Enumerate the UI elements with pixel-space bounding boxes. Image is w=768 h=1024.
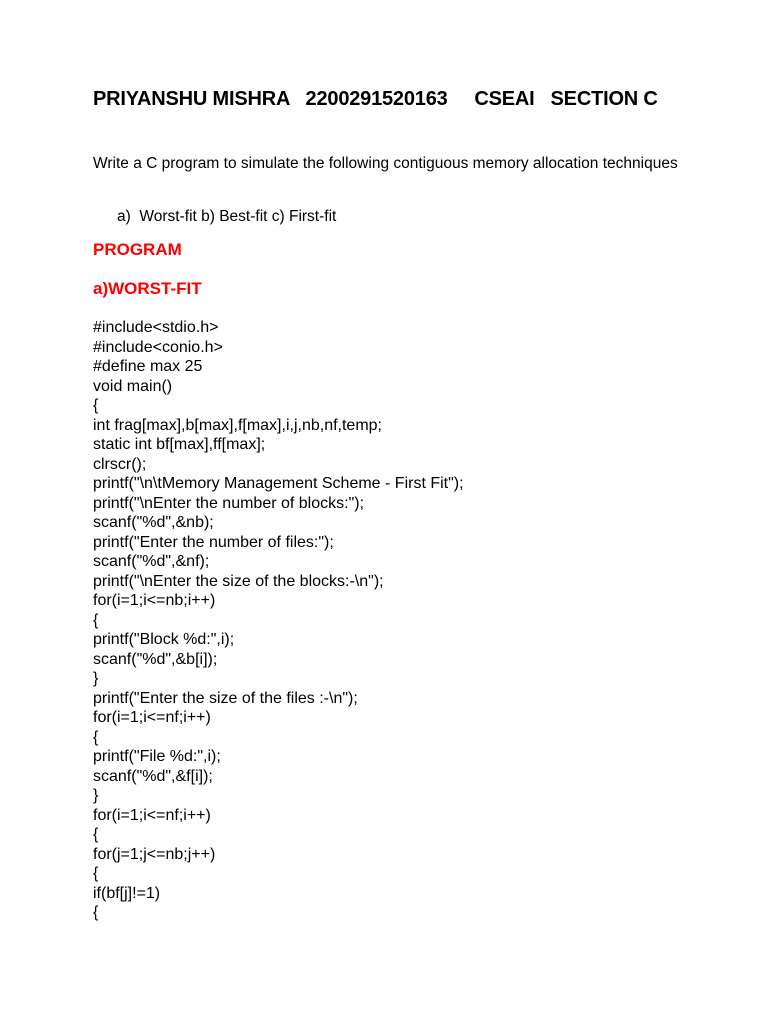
code-line: scanf("%d",&b[i]); <box>93 650 218 668</box>
roll-number: 2200291520163 <box>305 88 448 110</box>
code-line: printf("Block %d:",i); <box>93 631 235 648</box>
code-line: } <box>93 670 99 687</box>
code-line: { <box>93 611 99 629</box>
code-block <box>93 318 464 923</box>
code-line: scanf("%d",&nb); <box>93 514 214 531</box>
branch: CSEAI <box>474 88 535 110</box>
code-line: printf("File %d:",i); <box>93 748 221 765</box>
code-line: #define max 25 <box>93 358 203 375</box>
code-line: scanf("%d",&nf); <box>93 553 210 570</box>
code-line: clrscr(); <box>93 455 147 473</box>
program-heading: PROGRAM <box>93 240 182 259</box>
list-marker: a) <box>117 208 131 225</box>
code-line: if(bf[j]!=1) <box>93 884 161 902</box>
code-line: #include<stdio.h> <box>93 319 219 336</box>
code-line: for(i=1;i<=nb;i++) <box>93 592 216 609</box>
code-line: scanf("%d",&f[i]); <box>93 767 213 785</box>
code-line: { <box>93 865 99 882</box>
question-text: Write a C program to simulate the following contiguous memory allocation techniques <box>93 155 678 172</box>
code-line: } <box>93 787 99 804</box>
code-line: void main() <box>93 377 173 395</box>
student-header <box>93 88 658 111</box>
technique-list-item <box>117 208 336 226</box>
code-line: int frag[max],b[max],f[max],i,j,nb,nf,temp; <box>93 416 382 434</box>
code-line: { <box>93 728 99 746</box>
list-text: Worst-fit b) Best-fit c) First-fit <box>139 208 337 225</box>
code-line: printf("\nEnter the size of the blocks:-\n"); <box>93 572 384 590</box>
code-line: #include<conio.h> <box>93 338 223 356</box>
code-line: { <box>93 397 99 414</box>
code-line: { <box>93 826 99 843</box>
code-line: printf("Enter the number of files:"); <box>93 533 334 551</box>
section: SECTION C <box>550 88 658 110</box>
code-line: static int bf[max],ff[max]; <box>93 436 266 453</box>
code-line: printf("\nEnter the number of blocks:"); <box>93 494 365 512</box>
code-line: for(i=1;i<=nf;i++) <box>93 806 211 824</box>
worst-fit-heading: a)WORST-FIT <box>93 279 202 298</box>
code-line: printf("Enter the size of the files :-\n"); <box>93 689 358 707</box>
student-name: PRIYANSHU MISHRA <box>93 88 290 110</box>
code-line: { <box>93 904 99 921</box>
code-line: printf("\n\tMemory Management Scheme - First Fit"); <box>93 475 464 492</box>
code-line: for(j=1;j<=nb;j++) <box>93 845 216 863</box>
code-line: for(i=1;i<=nf;i++) <box>93 709 211 726</box>
